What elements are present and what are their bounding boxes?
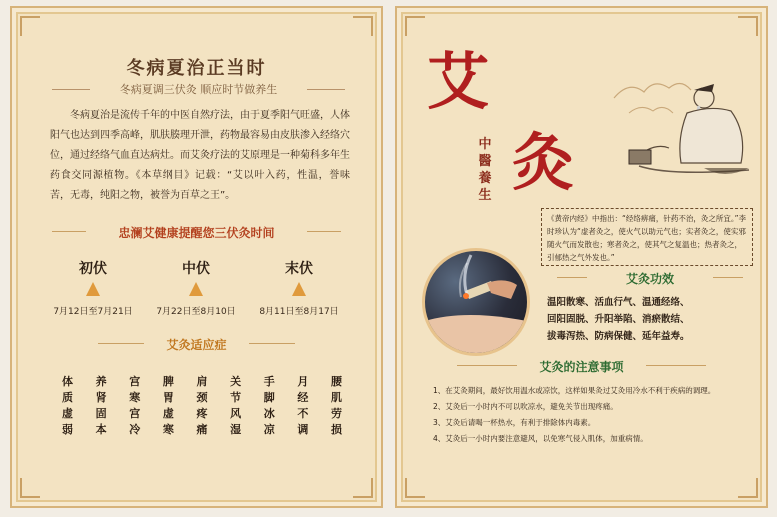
indication-char: 寒 <box>129 391 141 404</box>
indication-char: 损 <box>331 423 342 436</box>
indication-char: 弱 <box>62 423 73 436</box>
fu-zhongfu <box>151 258 241 317</box>
indication-char: 本 <box>95 423 107 436</box>
note-item: 4、艾灸后一小时内要注意避风，以免寒气侵入肌体，加重病情。 <box>433 434 648 443</box>
indication-char: 固 <box>95 407 107 420</box>
indication-char: 脚 <box>263 391 275 404</box>
corner-ornament <box>20 478 40 498</box>
divider <box>249 343 295 344</box>
indications-grid <box>62 374 342 438</box>
note-item: 1、在艾灸期间，最好饮用温水或凉饮，这样如果灸过艾灸用冷水不利于疾病的调理。 <box>433 386 716 395</box>
indication-char: 凉 <box>263 423 275 436</box>
triangle-icon <box>292 282 306 296</box>
moxibustion-photo <box>422 248 530 356</box>
indication-char: 冷 <box>129 423 141 436</box>
effect-line: 拔毒泻热、防病保健、延年益寿。 <box>547 331 690 342</box>
divider <box>307 231 341 232</box>
indication-column <box>297 374 308 438</box>
indication-char: 寒 <box>162 423 174 436</box>
corner-ornament <box>353 16 373 36</box>
big-calligraphy-char: 艾 <box>427 45 490 118</box>
indication-column <box>264 374 275 438</box>
moxibustion-photo-art <box>425 251 527 353</box>
effects-list <box>547 294 757 345</box>
page-title: 冬病夏治正当时 <box>126 58 267 79</box>
vertical-slogan: 中醫養生 <box>478 137 492 203</box>
subtitle: 冬病夏调三伏灸 顺应时节做养生 <box>119 83 278 96</box>
indication-char: 肌 <box>331 391 342 404</box>
corner-ornament <box>738 16 758 36</box>
indication-char: 经 <box>297 391 309 404</box>
fu-date: 8月11日至8月17日 <box>259 307 339 317</box>
indication-char: 劳 <box>331 407 342 420</box>
corner-ornament <box>353 478 373 498</box>
indication-char: 体 <box>62 375 73 388</box>
indication-char: 宫 <box>129 407 141 420</box>
indication-char: 痛 <box>196 423 208 436</box>
divider <box>646 365 706 366</box>
note-item: 2、艾灸后一小时内不可以吹凉水，避免关节出现疼痛。 <box>433 402 618 411</box>
fu-date: 7月12日至7月21日 <box>53 307 133 317</box>
indication-char: 养 <box>95 375 107 388</box>
indication-char: 冰 <box>263 407 275 420</box>
indication-column <box>230 374 241 438</box>
notes-list <box>433 383 743 447</box>
indication-column <box>197 374 208 438</box>
indication-char: 脾 <box>162 375 174 388</box>
indication-char: 湿 <box>230 423 242 436</box>
right-flyer-panel <box>395 6 768 508</box>
corner-ornament <box>20 16 40 36</box>
indication-column <box>331 374 342 438</box>
notes-heading: 艾灸的注意事项 <box>539 360 624 374</box>
intro-paragraph: 冬病夏治是流传千年的中医自然疗法，由于夏季阳气旺盛，人体阳气也达到四季高峰，肌肤腠理开泄，药物最容易由皮肤渗入经络穴位，通过经络气血直达病灶。而艾灸疗法的艾原理是一种菊科多年生药食交同源植物。《本草纲目》记载：“艾以叶入药，性温，誉味苦，无毒，纯阳之物，被誉为百草之王”。 <box>50 110 350 201</box>
indication-char: 质 <box>62 391 73 404</box>
fu-name: 初伏 <box>79 261 107 277</box>
sage-illustration <box>609 68 759 188</box>
indication-column <box>62 374 73 438</box>
fu-name: 末伏 <box>285 261 313 277</box>
indication-char: 肩 <box>196 375 208 388</box>
corner-ornament <box>738 478 758 498</box>
indication-char: 关 <box>230 375 242 388</box>
indication-char: 疼 <box>196 407 208 420</box>
indication-column <box>96 374 107 438</box>
indication-char: 肾 <box>95 391 107 404</box>
indication-char: 不 <box>297 407 309 420</box>
divider <box>713 277 743 278</box>
big-calligraphy-char: 灸 <box>512 126 575 199</box>
left-flyer-panel <box>10 6 383 508</box>
indication-char: 虚 <box>162 407 174 420</box>
sanfu-heading: 忠澜艾健康提醒您三伏灸时间 <box>118 226 275 240</box>
subtitle-row <box>52 80 345 98</box>
fu-date: 7月22日至8月10日 <box>156 307 236 317</box>
fu-name: 中伏 <box>182 261 210 277</box>
corner-ornament <box>405 478 425 498</box>
indication-char: 虚 <box>62 407 73 420</box>
triangle-icon <box>189 282 203 296</box>
indications-heading: 艾灸适应症 <box>166 338 227 352</box>
indication-char: 胃 <box>162 391 174 404</box>
indication-char: 月 <box>297 375 309 388</box>
indication-column <box>129 374 140 438</box>
indication-char: 风 <box>230 407 242 420</box>
fu-mofu <box>254 258 344 317</box>
note-item: 3、艾灸后请喝一杯热水，有利于排除体内毒素。 <box>433 418 596 427</box>
corner-ornament <box>405 16 425 36</box>
indication-column <box>163 374 174 438</box>
quote-box: 《黄帝内经》中指出：“经络痹痛，针药不治，灸之所宜。”李时珍认为“虚者灸之，使火气以助元气也；实者灸之，使实邪随火气而发散也；寒者灸之，使其气之复温也；热者灸之，引郁热之气外发也。” <box>541 208 753 266</box>
fu-chufu <box>48 258 138 317</box>
effects-heading: 艾灸功效 <box>625 272 674 286</box>
indication-char: 节 <box>230 391 242 404</box>
indication-char: 宫 <box>129 375 141 388</box>
indication-char: 颈 <box>196 391 208 404</box>
effect-line: 温阳散寒、活血行气、温通经络、 <box>547 297 690 308</box>
triangle-icon <box>86 282 100 296</box>
indication-char: 腰 <box>331 375 342 388</box>
effect-line: 回阳固脱、升阳举陷、消瘀散结、 <box>547 314 690 325</box>
indication-char: 调 <box>297 423 309 436</box>
indication-char: 手 <box>263 375 275 388</box>
divider <box>307 89 345 90</box>
